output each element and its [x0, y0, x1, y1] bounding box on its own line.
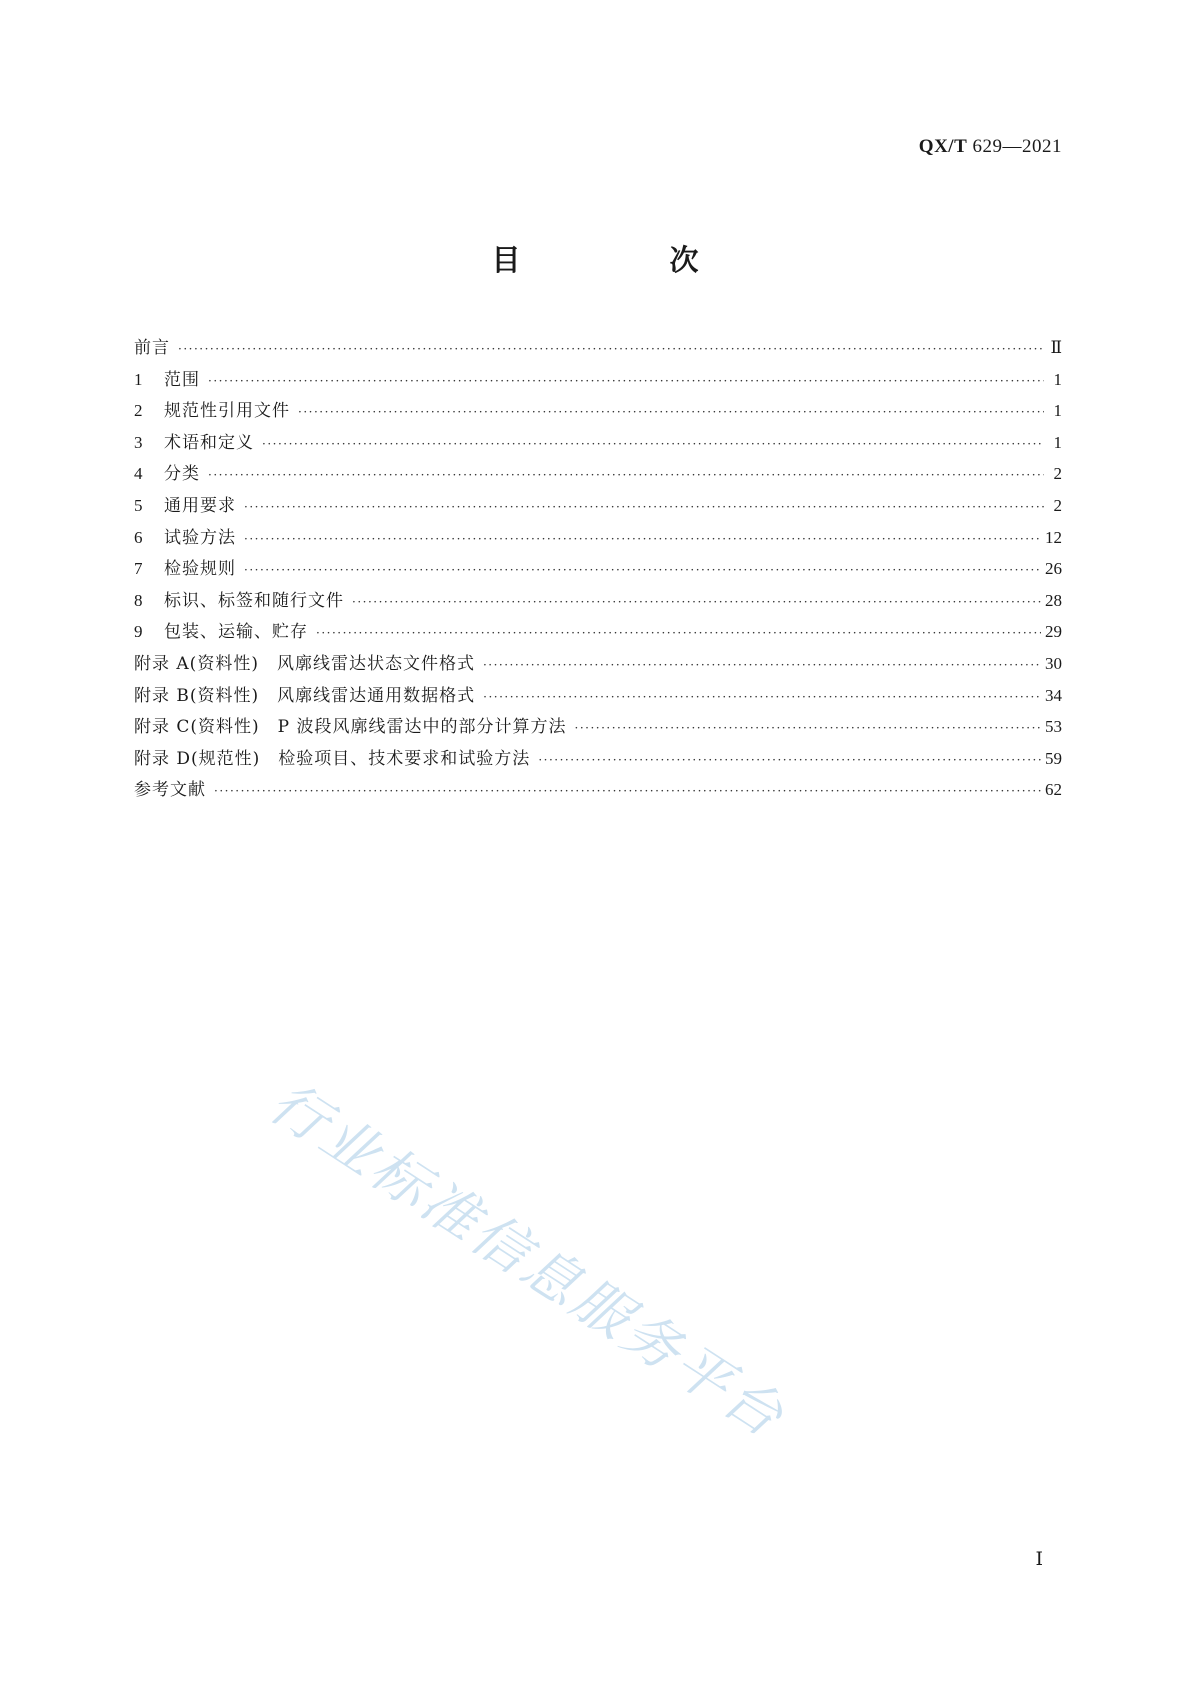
toc-entry-page: 28 [1045, 590, 1062, 610]
toc-entry-foreword[interactable] [134, 332, 1062, 364]
toc-entry-number: 7 [134, 559, 143, 579]
toc-leader-dots [483, 650, 1041, 682]
toc-entry-5[interactable] [134, 490, 1062, 522]
toc-entry-bibliography[interactable] [134, 774, 1062, 806]
toc-entry-page: 29 [1045, 622, 1062, 642]
toc-entry-4[interactable] [134, 458, 1062, 490]
toc-entry-number: 8 [134, 590, 143, 610]
toc-leader-dots [244, 524, 1041, 556]
toc-entry-label: 附录 A(资料性) 风廓线雷达状态文件格式 [134, 653, 475, 674]
toc-entry-label: 分类 [164, 464, 200, 485]
toc-entry-label: 前言 [134, 338, 170, 358]
toc-entry-page: 53 [1045, 717, 1062, 737]
toc-entry-page: 1 [1053, 369, 1062, 389]
toc-entry-2[interactable] [134, 395, 1062, 427]
toc-entry-8[interactable] [134, 585, 1062, 617]
toc-leader-dots [538, 745, 1041, 777]
toc-entry-number: 5 [134, 495, 143, 515]
toc-entry-page: 30 [1045, 653, 1062, 673]
toc-leader-dots [214, 776, 1041, 808]
toc-entry-label: 标识、标签和随行文件 [164, 590, 344, 611]
toc-entry-page: 62 [1045, 780, 1062, 800]
toc-entry-page: 2 [1053, 495, 1062, 515]
toc-entry-page: Ⅱ [1050, 338, 1062, 357]
toc-leader-dots [244, 555, 1041, 587]
page-title: 目 次 [491, 243, 759, 277]
toc-entry-label: 附录 C(资料性) P 波段风廓线雷达中的部分计算方法 [134, 717, 567, 738]
toc-entry-label: 附录 D(规范性) 检验项目、技术要求和试验方法 [134, 748, 531, 769]
toc-entry-number: 9 [134, 622, 143, 642]
page-number: Ⅰ [1035, 1549, 1043, 1570]
toc-entry-number: 3 [134, 432, 143, 452]
toc-entry-label: 参考文献 [134, 780, 206, 801]
toc-entry-annex-c[interactable] [134, 711, 1062, 743]
toc-leader-dots [352, 587, 1041, 619]
toc-entry-page: 1 [1053, 432, 1062, 452]
toc-entry-number: 2 [134, 401, 143, 421]
toc-entry-page: 1 [1053, 401, 1062, 421]
toc-entry-annex-a[interactable] [134, 648, 1062, 680]
toc-entry-page: 12 [1045, 527, 1062, 547]
toc-leader-dots [178, 334, 1044, 366]
toc-leader-dots [298, 397, 1044, 429]
toc-entry-number: 6 [134, 527, 143, 547]
toc-entry-label: 通用要求 [164, 495, 236, 516]
watermark: 行业标准信息服务平台 [258, 1070, 797, 1452]
toc-entry-9[interactable] [134, 616, 1062, 648]
toc-entry-label: 规范性引用文件 [164, 401, 290, 422]
toc-leader-dots [262, 429, 1044, 461]
standard-code [919, 136, 1062, 158]
toc-entry-page: 59 [1045, 748, 1062, 768]
table-of-contents [134, 332, 1062, 806]
toc-entry-number: 4 [134, 464, 143, 484]
toc-entry-page: 2 [1053, 464, 1062, 484]
toc-leader-dots [208, 366, 1044, 398]
toc-entry-7[interactable] [134, 553, 1062, 585]
toc-entry-number: 1 [134, 369, 143, 389]
toc-entry-label: 试验方法 [164, 527, 236, 548]
toc-entry-page: 34 [1045, 685, 1062, 705]
toc-entry-page: 26 [1045, 559, 1062, 579]
toc-entry-annex-d[interactable] [134, 743, 1062, 775]
toc-leader-dots [208, 460, 1044, 492]
toc-leader-dots [483, 682, 1041, 714]
standard-code-number: 629—2021 [967, 136, 1062, 157]
toc-entry-annex-b[interactable] [134, 680, 1062, 712]
toc-entry-1[interactable] [134, 364, 1062, 396]
toc-leader-dots [575, 713, 1041, 745]
toc-entry-label: 范围 [164, 369, 200, 390]
toc-entry-6[interactable] [134, 522, 1062, 554]
toc-entry-label: 附录 B(资料性) 风廓线雷达通用数据格式 [134, 685, 476, 706]
toc-entry-label: 检验规则 [164, 559, 236, 580]
toc-entry-label: 包装、运输、贮存 [164, 622, 308, 643]
toc-entry-3[interactable] [134, 427, 1062, 459]
toc-leader-dots [316, 618, 1041, 650]
standard-code-prefix: QX/T [918, 136, 968, 157]
toc-entry-label: 术语和定义 [164, 432, 254, 453]
toc-leader-dots [244, 492, 1044, 524]
